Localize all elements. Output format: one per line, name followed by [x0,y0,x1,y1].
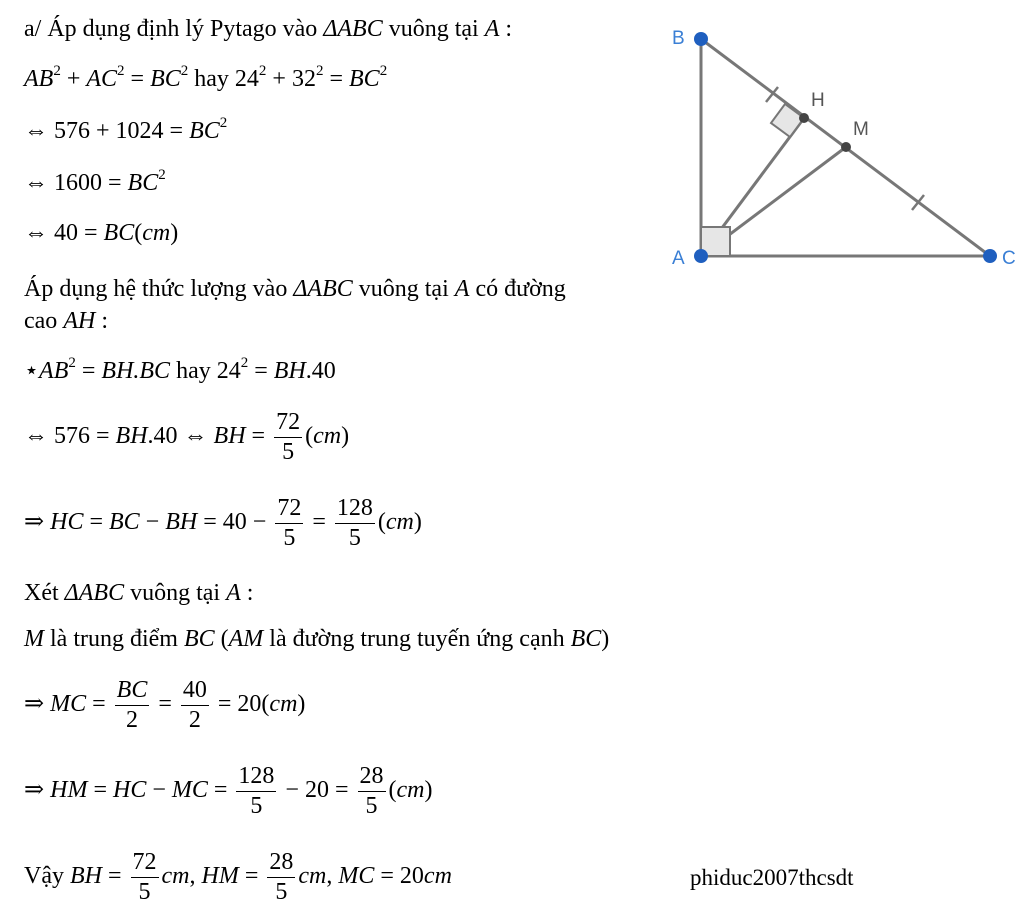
line-9: ⇒ HC = BC − BH = 40 − $\frac{72}{5}$ = $\frac{128}{5}$ (cm) [24,495,422,551]
point-m [841,142,851,152]
point-b [694,32,708,46]
line-6a: Áp dụng hệ thức lượng vào ΔABC vuông tại A có đường [24,276,566,302]
line-11: M là trung điểm BC (AM là đường trung tuyến ứng cạnh BC) [24,626,610,652]
label-b: B [672,28,685,49]
fraction-72-5: $\frac{72}{5}$ [276,409,301,465]
line-10: Xét ΔABC vuông tại A : [24,580,254,606]
line-5: ⇔ 40 = BC(cm) [24,220,179,246]
label-c: C [1002,248,1016,269]
line-1: a/ Áp dụng định lý Pytago vào ΔABC vuông tại A : [24,16,513,42]
line-12: ⇒ MC = $\frac{BC}{2}$ = $\frac{40}{2}$ = 20(cm) [24,677,306,733]
line-7: $⋆AB^2 = BH.BC$ hay $24^2 = BH.40$ [24,355,336,384]
point-h [799,113,809,123]
point-c [983,249,997,263]
signature: phiduc2007thcsdt [690,865,854,890]
line-2: $AB^2 + AC^2 = BC^2$ hay $24^2 + 32^2 = BC^2$ [24,63,388,92]
right-angle-mark-h [771,104,804,137]
line-6b: cao AH : [24,308,108,334]
triangle-diagram [668,22,1020,282]
label-m: M [853,119,869,140]
line-13: ⇒ HM = HC − MC = $\frac{128}{5}$ − 20 = $\frac{28}{5}$ (cm) [24,763,433,819]
label-a: A [672,248,685,269]
label-h: H [811,90,825,111]
line-8: ⇔ 576 = BH.40 ⇔ BH = $\frac{72}{5}$ (cm) [24,409,350,465]
line-4: ⇔ $1600 = BC^2$ [24,167,166,196]
point-a [694,249,708,263]
line-3: ⇔ $576 + 1024 = BC^2$ [24,115,228,144]
line-14: Vậy BH = $\frac{72}{5}$ cm, HM = $\frac{28}{5}$ cm, MC = 20cm [24,849,452,905]
